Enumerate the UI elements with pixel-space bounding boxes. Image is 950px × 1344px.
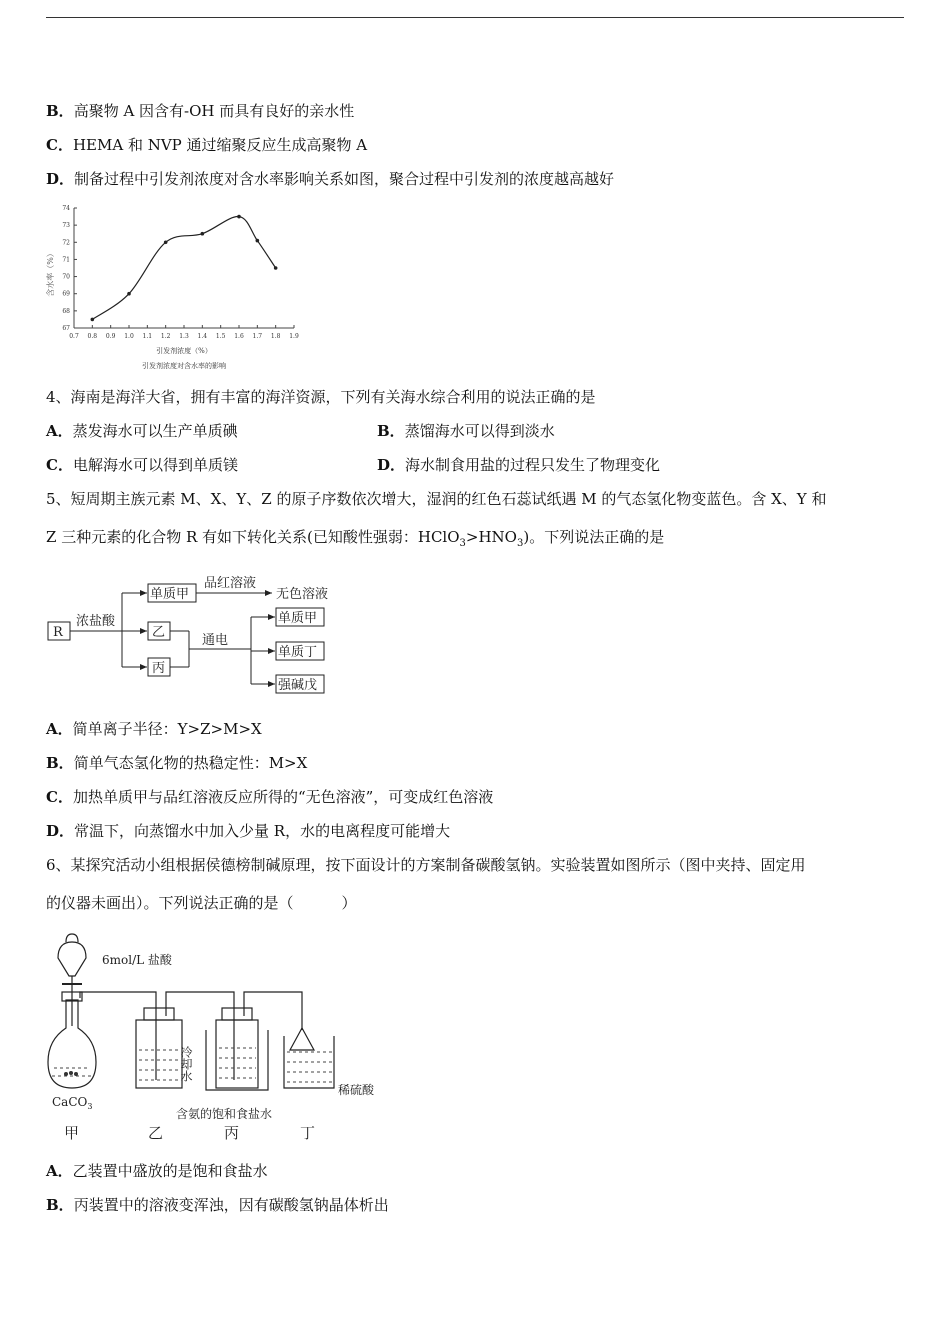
stopper-bing bbox=[222, 1008, 252, 1020]
formula: CaCO bbox=[52, 1095, 88, 1109]
label-acid: 浓盐酸 bbox=[76, 614, 116, 629]
chart-ylabel: 含水率（%） bbox=[46, 249, 55, 297]
option-label: C． bbox=[46, 136, 73, 154]
chart-x-tick-label: 0.8 bbox=[87, 333, 98, 340]
label-out3: 强碱戊 bbox=[278, 678, 318, 693]
option-label: B． bbox=[377, 422, 405, 440]
label-caco3 bbox=[52, 1095, 92, 1111]
chart-x-tick-label: 0.7 bbox=[69, 333, 79, 340]
option-text: 高聚物 A 因含有-OH 而具有良好的亲水性 bbox=[73, 102, 355, 120]
chart-y-tick-label: 71 bbox=[62, 256, 70, 264]
chart-data-point bbox=[91, 318, 95, 322]
beaker-cold bbox=[206, 1030, 268, 1090]
option-text: HEMA 和 NVP 通过缩聚反应生成高聚物 A bbox=[72, 136, 368, 154]
chart-y-tick-label: 68 bbox=[62, 307, 70, 315]
subscript: 3 bbox=[459, 538, 466, 549]
chart-series-line bbox=[92, 217, 275, 320]
q5-stem-line1: 5、短周期主族元素 M、X、Y、Z 的原子序数依次增大，湿润的红色石蕊试纸遇 M 的气态氢化物变蓝色。含 X、Y 和 bbox=[46, 490, 827, 508]
chart-data-point bbox=[256, 239, 260, 243]
chart-y-tick-label: 74 bbox=[62, 205, 70, 212]
funnel-stopper bbox=[66, 934, 78, 942]
label-dilute-h2so4: 稀硫酸 bbox=[338, 1083, 375, 1097]
option-label: A． bbox=[46, 720, 73, 738]
stem-text: Z 三种元素的化合物 R 有如下转化关系(已知酸性强弱：HClO bbox=[46, 528, 460, 546]
q5-option-c bbox=[46, 787, 493, 807]
option-text: 制备过程中引发剂浓度对含水率影响关系如图，聚合过程中引发剂的浓度越高越好 bbox=[74, 170, 615, 188]
option-text: 蒸发海水可以生产单质碘 bbox=[72, 422, 238, 440]
label-tongdian: 通电 bbox=[202, 633, 229, 648]
label-pinhong: 品红溶液 bbox=[204, 576, 257, 591]
option-label: C． bbox=[46, 788, 73, 806]
q5-option-a bbox=[46, 719, 262, 739]
chart-y-tick-label: 67 bbox=[62, 325, 70, 332]
option-label: D． bbox=[46, 170, 75, 188]
chart-caption: 引发剂浓度对含水率的影响 bbox=[142, 362, 226, 370]
stem-text: 的仪器未画出）。下列说法正确的是（ bbox=[46, 894, 294, 912]
label-brine: 含氨的饱和食盐水 bbox=[176, 1107, 273, 1121]
chart-x-tick-label: 0.9 bbox=[105, 333, 116, 340]
option-label: B． bbox=[46, 102, 74, 120]
q6-option-b bbox=[46, 1195, 389, 1215]
q5-option-b bbox=[46, 753, 307, 773]
header-rule bbox=[46, 17, 904, 18]
option-label: A． bbox=[46, 1162, 73, 1180]
q5-option-d bbox=[46, 821, 450, 841]
label-cold-water: 冷却水 bbox=[179, 1046, 193, 1082]
option-text: 简单气态氢化物的热稳定性：M>X bbox=[73, 754, 308, 772]
label-bing-app: 丙 bbox=[224, 1124, 240, 1142]
water-content-chart bbox=[44, 198, 306, 378]
q6-stem-line1: 6、某探究活动小组根据侯德榜制碱原理，按下面设计的方案制备碳酸氢钠。实验装置如图所示（图中夹持、固定用 bbox=[46, 856, 806, 874]
chart-x-tick-label: 1.2 bbox=[160, 333, 171, 340]
subscript: 3 bbox=[87, 1102, 93, 1111]
label-hcl: 6mol/L 盐酸 bbox=[102, 953, 172, 967]
separatory-funnel bbox=[58, 942, 86, 976]
chart-x-tick-label: 1.7 bbox=[252, 333, 263, 340]
q4-option-c bbox=[46, 455, 238, 475]
chart-data-point bbox=[274, 266, 278, 270]
q4-option-d bbox=[377, 455, 660, 475]
option-text: 加热单质甲与品红溶液反应所得的“无色溶液”，可变成红色溶液 bbox=[72, 788, 494, 806]
subscript: 3 bbox=[516, 538, 524, 549]
stem-text: )。下列说法正确的是 bbox=[523, 528, 665, 546]
chart-x-tick-label: 1.1 bbox=[142, 333, 153, 340]
label-yi: 乙 bbox=[152, 625, 166, 640]
inverted-funnel bbox=[290, 1028, 314, 1050]
q4-stem: 4、海南是海洋大省，拥有丰富的海洋资源，下列有关海水综合利用的说法正确的是 bbox=[46, 388, 596, 406]
label-out1: 单质甲 bbox=[278, 611, 318, 626]
stem-text: ） bbox=[341, 894, 357, 912]
q5-stem-line2 bbox=[46, 527, 664, 554]
chart-y-tick-label: 70 bbox=[62, 273, 70, 281]
q3-option-c bbox=[46, 135, 367, 155]
q6-stem-line2 bbox=[46, 893, 357, 913]
q3-option-d bbox=[46, 169, 614, 189]
chart-x-tick-label: 1.8 bbox=[270, 333, 281, 340]
option-text: 乙装置中盛放的是饱和食盐水 bbox=[72, 1162, 268, 1180]
option-label: B． bbox=[46, 1196, 74, 1214]
option-text: 海水制食用盐的过程只发生了物理变化 bbox=[405, 456, 661, 474]
label-yi-app: 乙 bbox=[148, 1124, 164, 1142]
chart-x-tick-label: 1.3 bbox=[179, 333, 189, 340]
chart-data-point bbox=[127, 292, 131, 296]
bottle-yi bbox=[136, 1020, 182, 1088]
q4-option-a bbox=[46, 421, 238, 441]
q4-option-b bbox=[377, 421, 555, 441]
label-colorless: 无色溶液 bbox=[276, 587, 329, 602]
option-text: 蒸馏海水可以得到淡水 bbox=[404, 422, 555, 440]
chart-x-tick-label: 1.6 bbox=[234, 333, 244, 340]
option-text: 简单离子半径：Y>Z>M>X bbox=[72, 720, 262, 738]
chart-x-tick-label: 1.4 bbox=[197, 333, 208, 340]
option-text: 丙装置中的溶液变浑浊，因有碳酸氢钠晶体析出 bbox=[73, 1196, 389, 1214]
beaker-ding bbox=[284, 1036, 334, 1088]
option-text: 常温下，向蒸馏水中加入少量 R，水的电离程度可能增大 bbox=[74, 822, 451, 840]
chart-x-tick-label: 1.0 bbox=[124, 333, 134, 340]
option-label: B． bbox=[46, 754, 74, 772]
stem-text: >HNO bbox=[465, 528, 517, 546]
label-out2: 单质丁 bbox=[278, 645, 318, 660]
chart-x-tick-label: 1.5 bbox=[215, 333, 226, 340]
chart-x-tick-label: 1.9 bbox=[289, 333, 299, 340]
q3-option-b bbox=[46, 101, 354, 121]
label-jia: 单质甲 bbox=[150, 587, 190, 602]
label-bing: 丙 bbox=[152, 661, 166, 676]
option-label: D． bbox=[46, 822, 75, 840]
option-label: A． bbox=[46, 422, 73, 440]
chart-y-tick-label: 72 bbox=[62, 239, 70, 247]
chart-data-point bbox=[164, 240, 168, 244]
chart-data-point bbox=[237, 215, 241, 219]
q6-apparatus-diagram bbox=[44, 930, 394, 1145]
chart-xlabel: 引发剂浓度（%） bbox=[156, 347, 212, 355]
q6-option-a bbox=[46, 1161, 268, 1181]
chart-y-tick-label: 73 bbox=[62, 222, 70, 230]
option-label: D． bbox=[377, 456, 406, 474]
label-jia-app: 甲 bbox=[64, 1124, 80, 1142]
label-ding-app: 丁 bbox=[300, 1124, 316, 1142]
option-text: 电解海水可以得到单质镁 bbox=[72, 456, 238, 474]
chart-y-tick-label: 69 bbox=[62, 290, 70, 298]
label-r: R bbox=[53, 625, 63, 640]
chart-data-point bbox=[201, 232, 205, 236]
stopper-yi bbox=[144, 1008, 174, 1020]
q5-flow-diagram bbox=[44, 570, 344, 700]
option-label: C． bbox=[46, 456, 73, 474]
